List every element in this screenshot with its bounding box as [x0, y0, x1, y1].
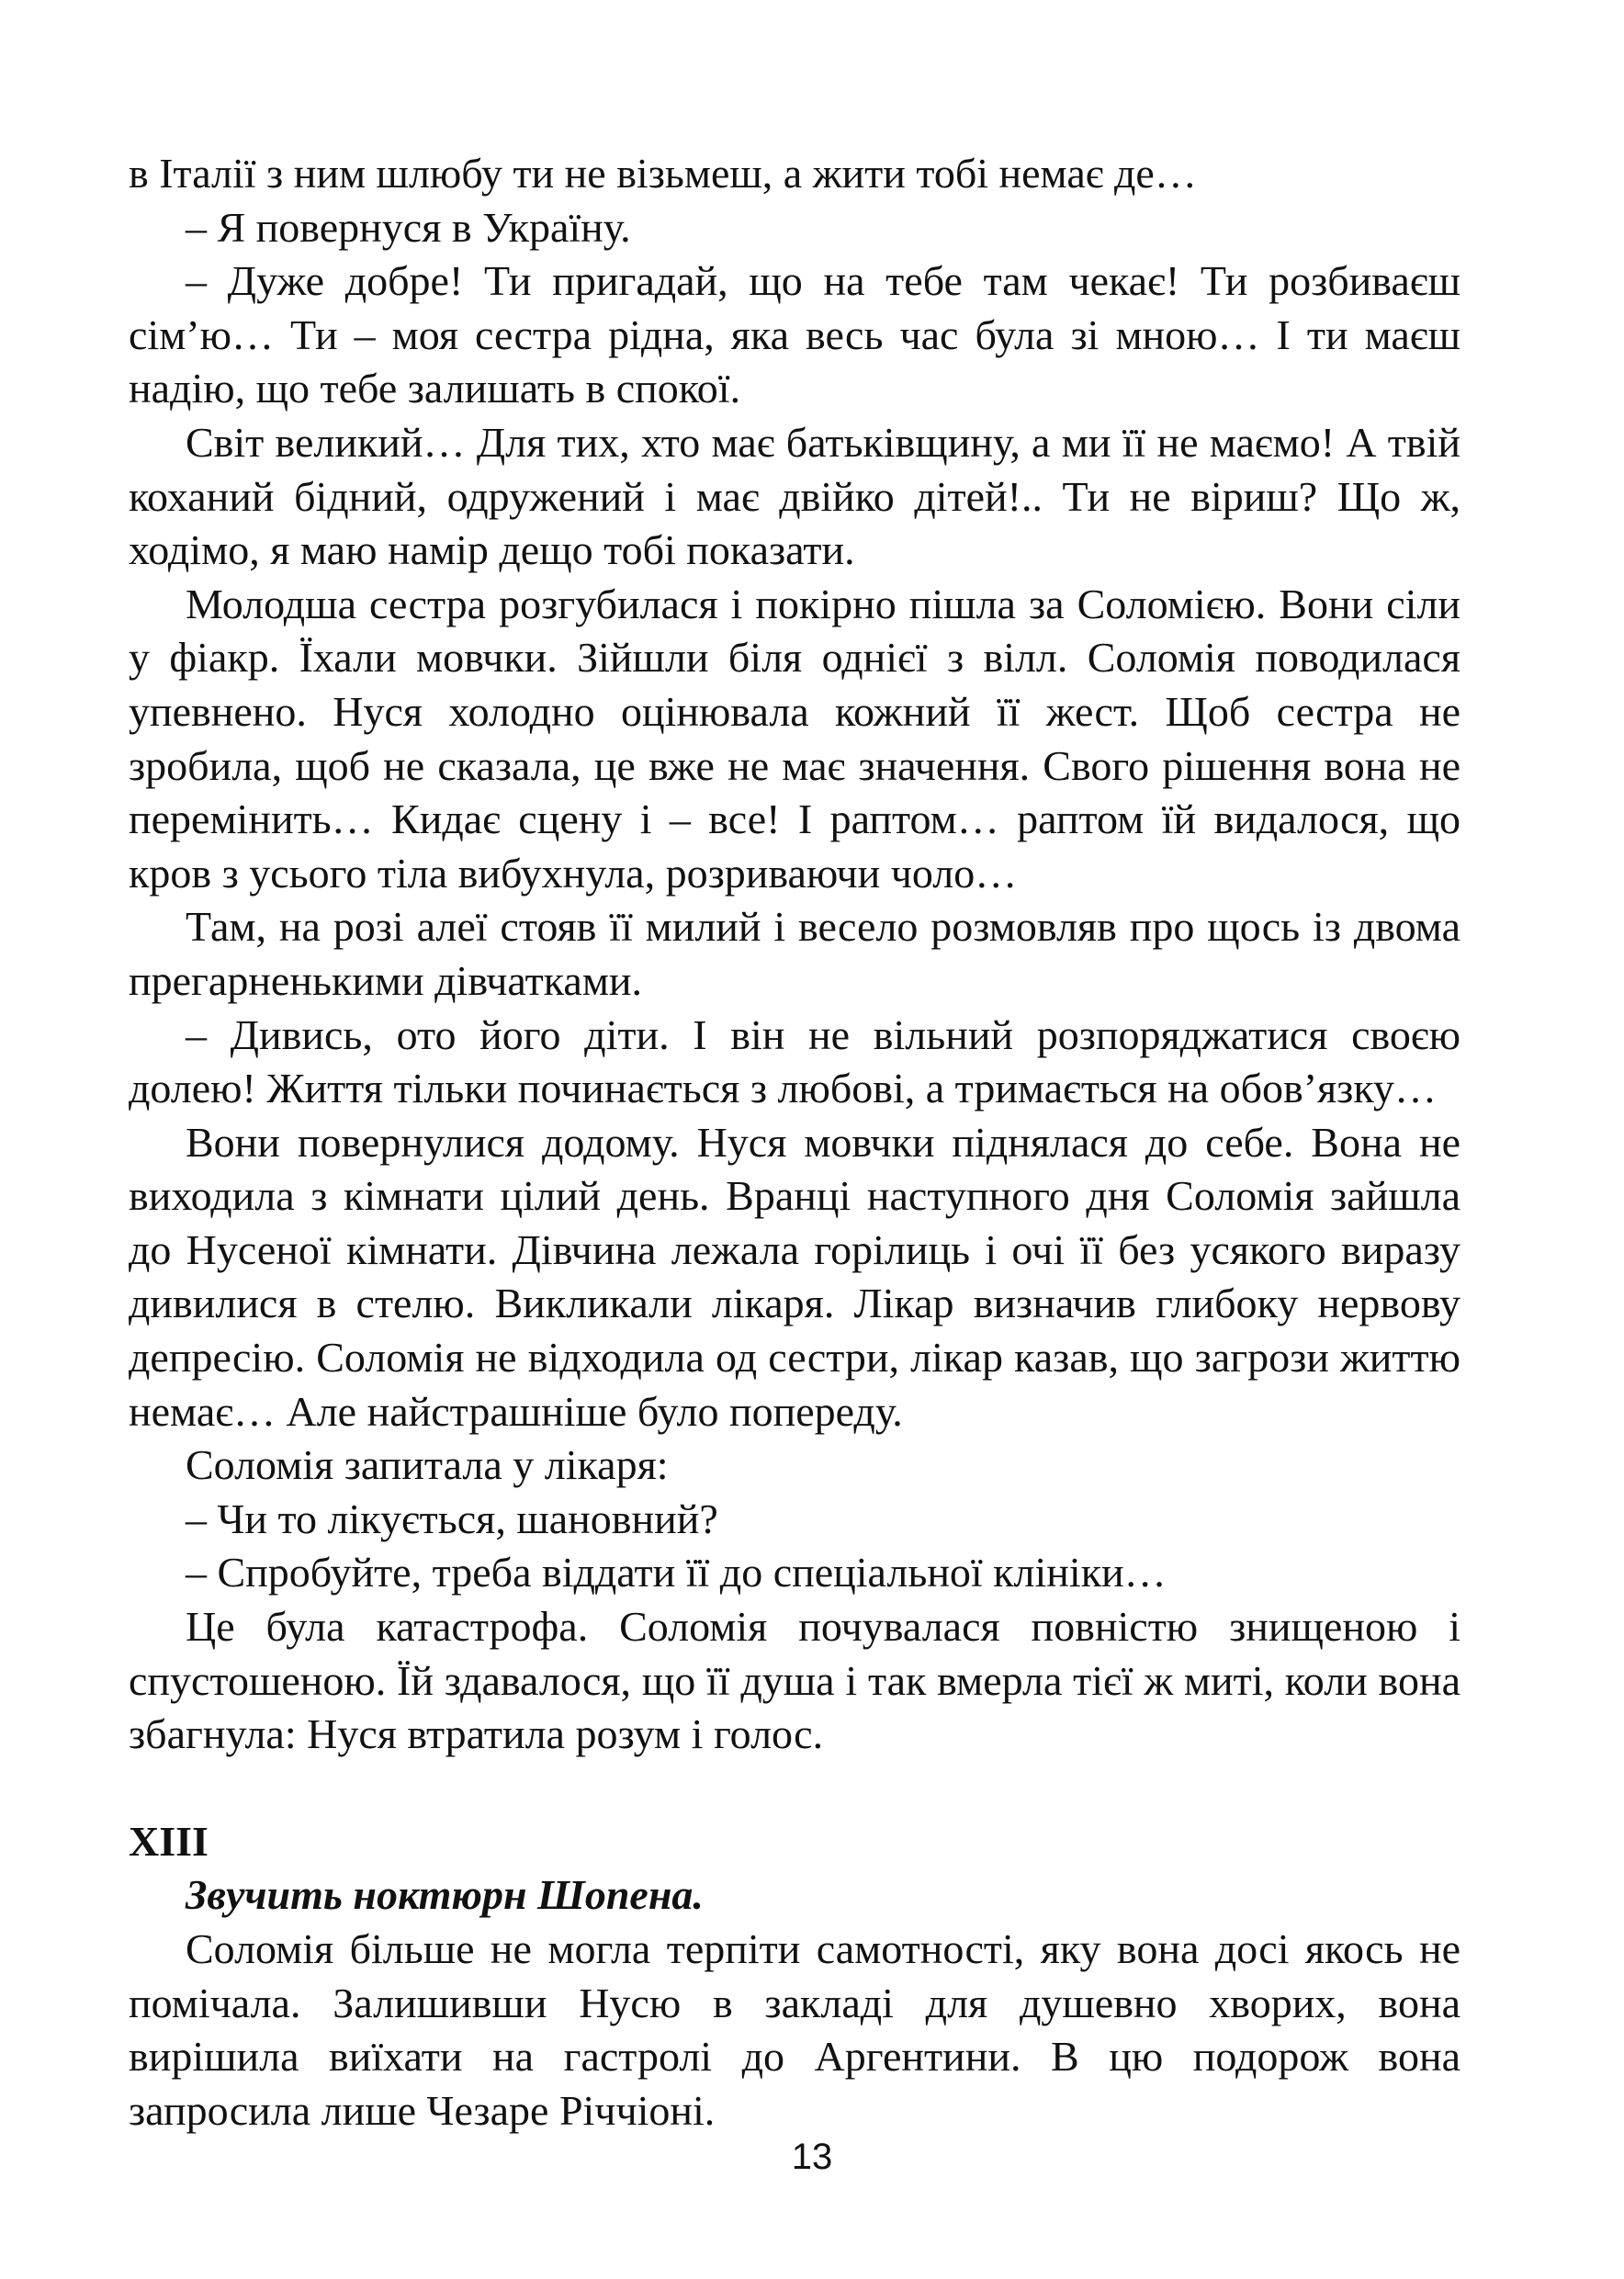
paragraph: Там, на розі алеї стояв її милий і весело розмовляв про щось із двома прегарненькими дівчатками. [129, 903, 1460, 1004]
paragraph: Соломія більше не могла терпіти самотності, яку вона досі якось не помічала. Залишивши Нусю в закладі для душевно хворих, вона вирішила виїхати на гастролі до Аргентини. В цю подорож вона запросила лише Чезаре Річчіоні. [129, 1925, 1460, 2134]
paragraph: Світ великий… Для тих, хто має батьківщину, а ми її не маємо! А твій коханий бідний, одружений і має двійко дітей!.. Ти не віриш? Що ж, ходімо, я маю намір дещо тобі показати. [129, 418, 1460, 574]
page-text [129, 147, 1460, 2138]
text-block-before [129, 147, 1460, 1762]
paragraph: Соломія запитала у лікаря: [186, 1441, 669, 1489]
paragraph: – Дуже добре! Ти пригадай, що на тебе там чекає! Ти розбиваєш сім’ю… Ти – моя сестра рідна, яка весь час була зі мною… І ти маєш надію, що тебе залишать в спокої. [129, 257, 1460, 412]
chapter-heading: XIII [129, 1817, 209, 1865]
paragraph: Вони повернулися додому. Нуся мовчки піднялася до себе. Вона не виходила з кімнати цілий день. Вранці наступного дня Соломія зайшла до Нусеної кімнати. Дівчина лежала горілиць і очі її без усякого виразу дивилися в стелю. Викликали лікаря. Лікар визначив глибоку нервову депресію. Соломія не відходила од сестри, лікар казав, що загрози життю немає… Але найстрашніше було попереду. [129, 1118, 1460, 1435]
paragraph: Це була катастрофа. Соломія почувалася повністю знищеною і спустошеною. Їй здавалося, що її душа і так вмерла тієї ж миті, коли вона збагнула: Нуся втратила розум і голос. [129, 1603, 1460, 1758]
chapter-subtitle: Звучить ноктюрн Шопена. [186, 1871, 704, 1919]
paragraph: в Італії з ним шлюбу ти не візьмеш, а жити тобі немає де… [129, 150, 1197, 197]
paragraph: – Чи то лікується, шановний? [186, 1495, 718, 1542]
text-block-after [129, 1923, 1460, 2138]
paragraph: – Дивись, ото його діти. І він не вільний розпоряджатися своєю долею! Життя тільки починається з любові, а тримається на обов’язку… [129, 1010, 1460, 1112]
paragraph: – Спробуйте, треба віддати її до спеціальної клініки… [186, 1549, 1167, 1596]
paragraph: – Я повернуся в Україну. [186, 203, 631, 251]
page-number: 13 [791, 2137, 833, 2177]
paragraph: Молодша сестра розгубилася і покірно пішла за Соломією. Вони сіли у фіакр. Їхали мовчки. Зійшли біля однієї з вілл. Соломія поводилася упевнено. Нуся холодно оцінювала кожний її жест. Щоб сестра не зробила, щоб не сказала, це вже не має значення. Свого рішення вона не перемінить… Кидає сцену і – все! І раптом… раптом їй видалося, що кров з усього тіла вибухнула, розриваючи чоло… [129, 580, 1460, 897]
